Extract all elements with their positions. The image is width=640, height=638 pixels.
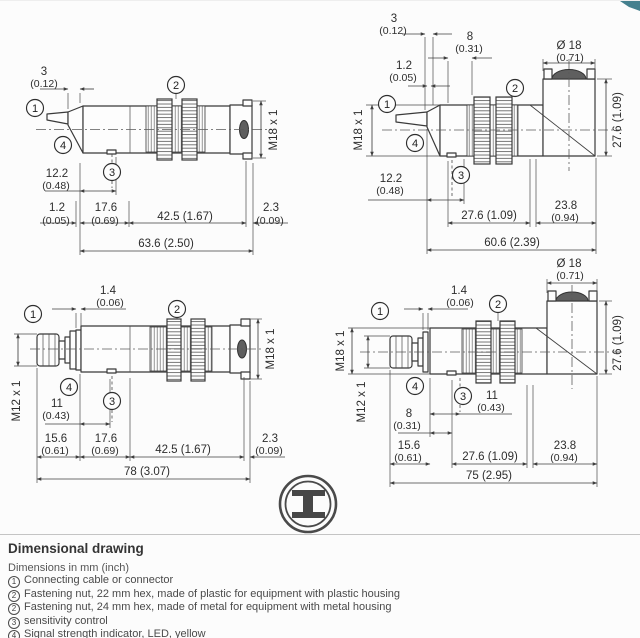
dimension-labels xyxy=(11,285,283,478)
dim-label: 42.5 (1.67) xyxy=(155,444,211,456)
section-divider xyxy=(0,534,640,535)
drawing-m18-connector-angled xyxy=(335,258,624,487)
dim-label: 63.6 (2.50) xyxy=(138,238,194,250)
dim-label: 23.8 xyxy=(554,200,578,212)
dim-label: 17.6 xyxy=(94,433,118,445)
svg-text:3: 3 xyxy=(457,169,465,182)
callout-4-icon: 4 xyxy=(8,630,20,638)
callout-2-icon: 2 xyxy=(8,603,20,615)
callout-4-icon xyxy=(407,135,424,152)
svg-text:2: 2 xyxy=(511,82,519,95)
dim-label: 2.3 xyxy=(263,202,279,214)
thread-label: M12 x 1 xyxy=(356,381,368,423)
svg-text:1: 1 xyxy=(31,102,39,115)
dim-label: 15.6 xyxy=(397,440,421,452)
dim-label: (0.69) xyxy=(91,215,119,227)
dim-label: (0.12) xyxy=(30,78,58,90)
dim-label: 3 xyxy=(40,66,48,78)
thread-label: M18 x 1 xyxy=(353,109,365,151)
svg-text:2: 2 xyxy=(173,303,181,316)
dim-label: (0.43) xyxy=(42,410,70,422)
dim-label: 27.6 (1.09) xyxy=(462,451,518,463)
dim-label: 1.2 xyxy=(396,60,412,72)
dim-label: 78 (3.07) xyxy=(123,466,171,478)
footer-section xyxy=(8,541,632,638)
svg-text:1: 1 xyxy=(376,305,384,318)
dim-label: (0.94) xyxy=(551,212,579,224)
units-note: Dimensions in mm (inch) xyxy=(8,562,130,574)
dim-label: 27.6 (1.09) xyxy=(612,315,624,371)
dim-label: (0.06) xyxy=(96,297,124,309)
drawing-m18-cable-axial xyxy=(27,66,289,255)
thread-label: M18 x 1 xyxy=(265,328,277,370)
svg-text:3: 3 xyxy=(108,395,116,408)
dim-label: 12.2 xyxy=(45,168,69,180)
callout-4-icon xyxy=(55,137,72,154)
dim-label: 1.4 xyxy=(100,285,116,297)
dim-label: (0.05) xyxy=(389,72,417,84)
dim-label: 1.4 xyxy=(451,285,467,297)
dim-label: (0.06) xyxy=(446,297,474,309)
drawing-m18-connector-axial xyxy=(11,285,285,483)
dimensional-drawings-canvas xyxy=(0,1,640,534)
legend-text: Fastening nut, 22 mm hex, made of plastic for equipment with plastic housing xyxy=(24,587,401,600)
svg-text:4: 4 xyxy=(411,137,419,150)
dim-label: 27.6 (1.09) xyxy=(612,92,624,148)
svg-text:2: 2 xyxy=(172,79,180,92)
dim-label: (0.12) xyxy=(379,25,407,37)
dim-label: (0.31) xyxy=(455,43,483,55)
dim-label: 42.5 (1.67) xyxy=(157,211,213,223)
callout-3-icon xyxy=(455,388,472,405)
callout-2-icon xyxy=(507,80,524,97)
section-title: Dimensional drawing xyxy=(8,541,144,556)
dim-label: 11 xyxy=(486,390,498,402)
dim-label: 23.8 xyxy=(553,440,577,452)
callout-2-icon xyxy=(490,296,507,313)
dim-label: (0.09) xyxy=(256,215,284,227)
legend-text: Connecting cable or connector xyxy=(24,574,174,586)
dim-label: (0.48) xyxy=(376,185,404,197)
callout-1-icon xyxy=(379,96,396,113)
dim-label: (0.71) xyxy=(556,270,584,282)
callout-1-icon xyxy=(372,303,389,320)
dim-label: (0.61) xyxy=(41,445,69,457)
dim-label: 11 xyxy=(51,398,63,410)
thread-label: M12 x 1 xyxy=(11,380,23,422)
callout-1-icon xyxy=(27,100,44,117)
dim-label: 3 xyxy=(390,13,398,25)
legend-item xyxy=(8,602,632,615)
sensor-body-outline xyxy=(36,99,268,160)
legend-text: Signal strength indicator, LED, yellow xyxy=(24,628,206,638)
dim-label: (0.94) xyxy=(550,452,578,464)
dim-label: (0.71) xyxy=(556,52,584,64)
thread-label: M18 x 1 xyxy=(335,330,347,372)
dim-label: 1.2 xyxy=(49,202,65,214)
brand-logo xyxy=(280,476,336,532)
callout-3-icon: 3 xyxy=(8,617,20,629)
svg-text:3: 3 xyxy=(459,390,467,403)
dim-label: Ø 18 xyxy=(556,258,582,270)
corner-accent-shape xyxy=(620,1,640,11)
thread-label: M18 x 1 xyxy=(268,109,280,151)
legend-item xyxy=(8,589,632,602)
legend-text: sensitivity control xyxy=(24,614,108,627)
svg-text:4: 4 xyxy=(65,381,73,394)
callout-3-icon xyxy=(453,167,470,184)
dim-label: (0.48) xyxy=(42,180,70,192)
dim-label: 17.6 xyxy=(94,202,118,214)
legend-item xyxy=(8,616,632,629)
dim-label: 12.2 xyxy=(379,173,403,185)
callout-1-icon: 1 xyxy=(8,576,20,588)
callout-2-icon xyxy=(168,77,185,94)
callout-2-icon: 2 xyxy=(8,590,20,602)
sensor-body-outline xyxy=(30,319,264,381)
sensor-body-outline xyxy=(382,59,622,171)
dim-label: 27.6 (1.09) xyxy=(461,210,517,222)
dim-label: (0.31) xyxy=(393,420,421,432)
dim-label: 2.3 xyxy=(262,433,278,445)
dim-label: (0.43) xyxy=(477,402,505,414)
legend-item xyxy=(8,575,632,588)
legend-text: Fastening nut, 24 mm hex, made of metal for equipment with metal housing xyxy=(24,601,392,613)
callout-4-icon xyxy=(407,378,424,395)
dim-label: 15.6 xyxy=(44,433,68,445)
callout-3-icon xyxy=(104,393,121,410)
svg-text:3: 3 xyxy=(108,166,116,179)
callout-2-icon xyxy=(169,301,186,318)
dim-label: (0.05) xyxy=(42,215,70,227)
callout-1-icon xyxy=(25,306,42,323)
dim-label: (0.69) xyxy=(91,445,119,457)
dim-label: 60.6 (2.39) xyxy=(484,237,540,249)
svg-text:1: 1 xyxy=(29,308,37,321)
svg-text:4: 4 xyxy=(59,139,67,152)
dim-label: Ø 18 xyxy=(556,40,582,52)
callout-4-icon xyxy=(61,379,78,396)
dim-label: 8 xyxy=(405,408,413,420)
drawing-m18-cable-angled xyxy=(353,13,624,254)
dim-label: 8 xyxy=(466,31,474,43)
dim-label: 75 (2.95) xyxy=(465,470,513,482)
callout-3-icon xyxy=(104,164,121,181)
dim-label: (0.61) xyxy=(394,452,422,464)
svg-text:4: 4 xyxy=(411,380,419,393)
svg-text:1: 1 xyxy=(383,98,391,111)
svg-text:2: 2 xyxy=(494,298,502,311)
dim-label: (0.09) xyxy=(255,445,283,457)
